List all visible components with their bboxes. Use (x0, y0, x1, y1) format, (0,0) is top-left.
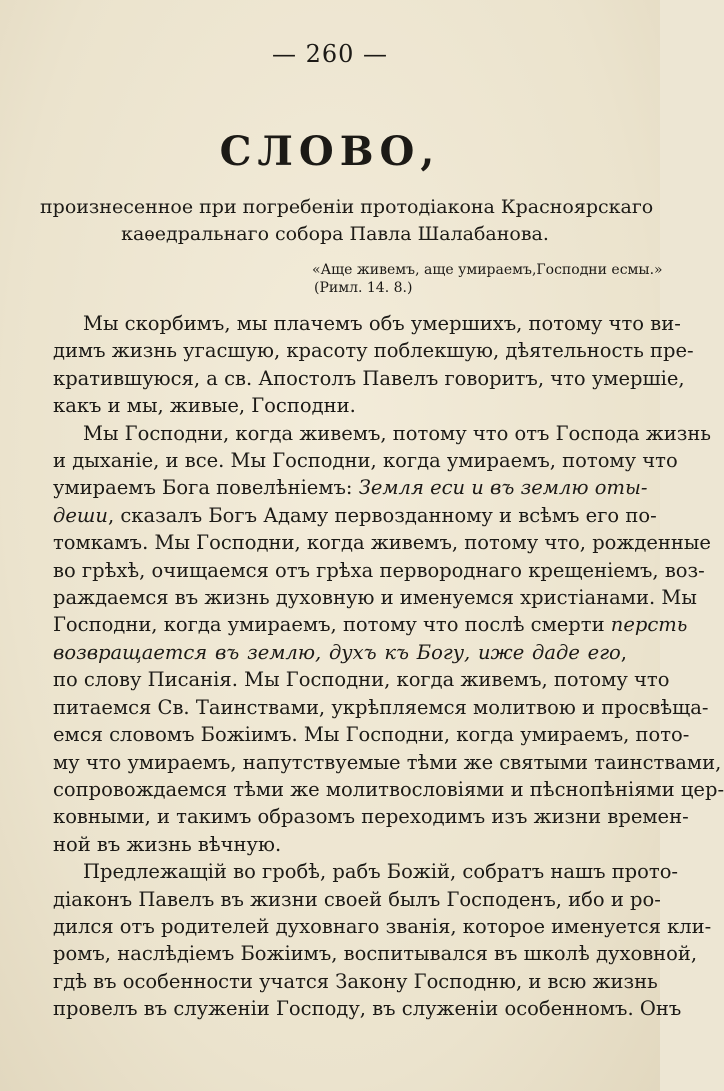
text-line: гдѣ въ особенности учатся Закону Господню, и всю жизнь (53, 969, 658, 993)
text-line: Мы скорбимъ, мы плачемъ объ умершихъ, потому что ви- (83, 312, 681, 335)
subtitle-line-1: произнесенное при погребенiи протодiакона Красноярскаго (40, 196, 654, 218)
text-line: ковными, и такимъ образомъ переходимъ изъ жизни времен- (53, 805, 689, 829)
text-line: во грѣхѣ, очищаемся отъ грѣха первороднаго крещенiемъ, воз- (53, 558, 705, 582)
epigraph-quote: «Аще живемъ, аще умираемъ,Господни есмы.» (312, 262, 663, 278)
text-line: томкамъ. Мы Господни, когда живемъ, потому что, рожденные (53, 531, 711, 555)
paragraph-2 (53, 420, 724, 859)
body-text (53, 310, 724, 1023)
text-line: ромъ, наслѣдiемъ Божiимъ, воспитывался въ школѣ духовной, (53, 942, 698, 966)
paragraph-3 (53, 858, 712, 1022)
subtitle-line-2: каѳедральнаго собора Павла Шалабанова. (121, 223, 549, 245)
text-line: умираемъ Бога повелѣнiемъ: Земля еси и въ землю оты- (53, 476, 648, 500)
text-line: какъ и мы, живые, Господни. (53, 394, 356, 418)
text-line: кратившуюся, а св. Апостолъ Павелъ говоритъ, что умершiе, (53, 366, 685, 390)
text-line: дiаконъ Павелъ въ жизни своей былъ Господенъ, ибо и ро- (53, 887, 661, 911)
text-line: димъ жизнь угасшую, красоту поблекшую, дѣятельность пре- (53, 339, 694, 363)
text-line: раждаемся въ жизнь духовную и именуемся христiанами. Мы (53, 586, 697, 610)
text-line: по слову Писанiя. Мы Господни, когда живемъ, потому что (53, 668, 670, 692)
text-line: питаемся Св. Таинствами, укрѣпляемся молитвою и просвѣща- (53, 695, 709, 719)
page-number: — 260 — (271, 40, 389, 68)
text-line: и дыханiе, и все. Мы Господни, когда умираемъ, потому что (53, 449, 678, 473)
text-line: ной въ жизнь вѣчную. (53, 832, 282, 856)
text-line: сопровождаемся тѣми же молитвословiями и пѣснопѣнiями цер- (53, 777, 724, 801)
text-line: дился отъ родителей духовнаго званiя, которое именуется кли- (53, 914, 712, 938)
page-title: СЛОВО, (219, 128, 441, 175)
epigraph-reference: (Римл. 14. 8.) (314, 280, 413, 296)
text-line: деши, сказалъ Богъ Адаму первозданному и всѣмъ его по- (53, 503, 657, 527)
text-line: провелъ въ служенiи Господу, въ служенiи особенномъ. Онъ (53, 997, 682, 1021)
text-line: му что умираемъ, напутствуемые тѣми же святыми таинствами, (53, 750, 722, 774)
text-line: Предлежащiй во гробѣ, рабъ Божiй, собратъ нашъ прото- (83, 860, 679, 884)
text-line: возвращается въ землю, духъ къ Богу, иже даде его, (53, 640, 627, 664)
text-line: Господни, когда умираемъ, потому что послѣ смерти персть (53, 613, 688, 637)
text-line: емся словомъ Божiимъ. Мы Господни, когда умираемъ, пото- (53, 723, 690, 747)
paragraph-1 (53, 310, 694, 420)
text-line: Мы Господни, когда живемъ, потому что отъ Господа жизнь (83, 421, 711, 445)
